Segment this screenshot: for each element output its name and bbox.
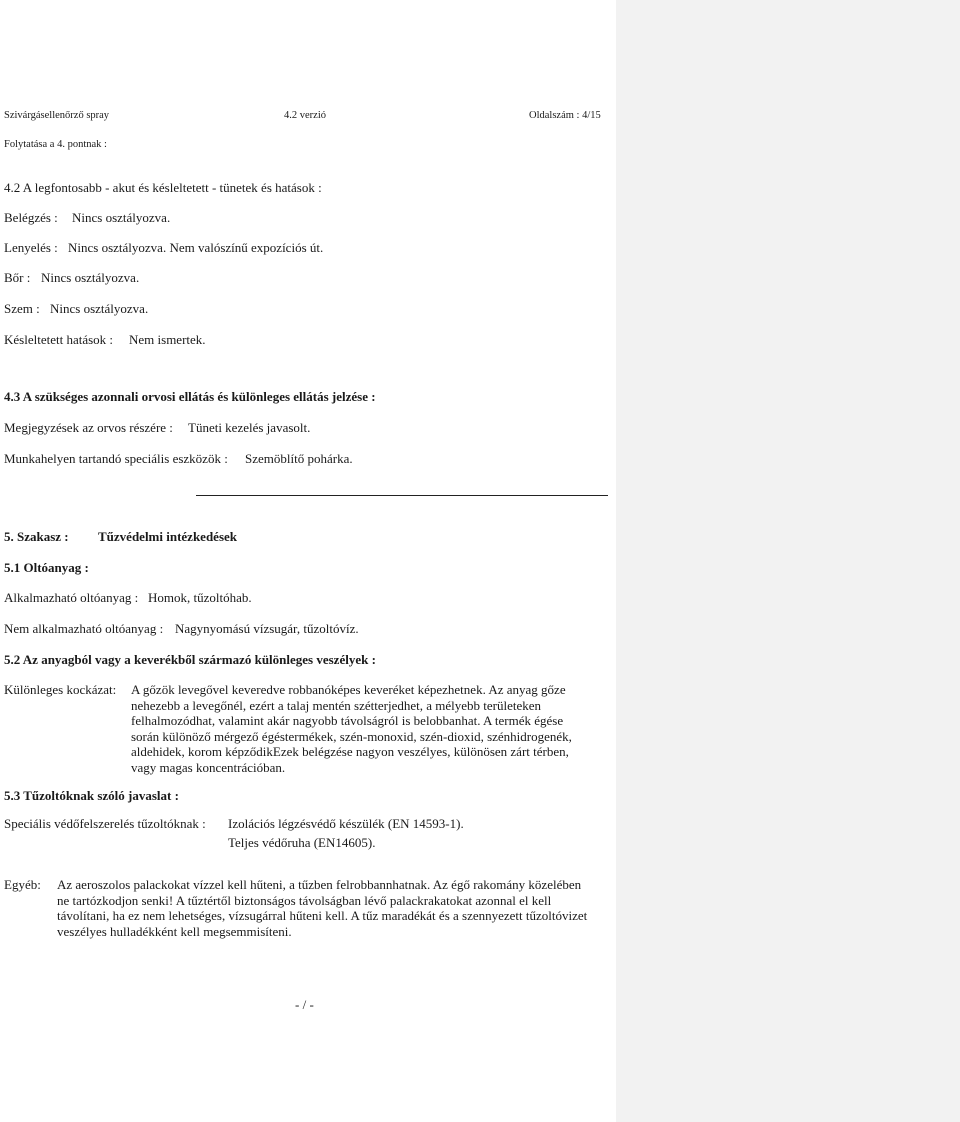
special-hazard-text [131, 682, 572, 775]
doctor-notes-label: Megjegyzések az orvos részére : [4, 420, 173, 435]
unsuitable-media-value: Nagynyomású vízsugár, tűzoltóvíz. [175, 621, 359, 636]
section-5-3-title: 5.3 Tűzoltóknak szóló javaslat : [4, 788, 179, 803]
skin-label: Bőr : [4, 270, 31, 285]
delayed-effects-label: Késleltetett hatások : [4, 332, 114, 347]
ingestion-value: Nincs osztályozva. Nem valószínű expozíciós út. [68, 240, 324, 255]
suitable-media-value: Homok, tűzoltóhab. [148, 590, 252, 605]
section-5-2-title: 5.2 Az anyagból vagy a keverékből származó különleges veszélyek : [4, 652, 376, 667]
header-product-name: Szivárgásellenőrző spray [4, 110, 110, 121]
firefighter-ppe-value: Izolációs légzésvédő készülék (EN 14593-1). [228, 816, 464, 831]
delayed-effects-value: Nem ismertek. [129, 332, 206, 347]
special-equipment-value: Szemöblítő pohárka. [245, 451, 353, 466]
hazard-line: aldehidek, korom képződikEzek belégzése nagyon veszélyes, különösen zárt térben, [131, 744, 569, 759]
section-4-2-title: 4.2 A legfontosabb - akut és késleltetett - tünetek és hatások : [4, 180, 322, 195]
unsuitable-media-label: Nem alkalmazható oltóanyag : [4, 621, 164, 636]
section-5-1-title: 5.1 Oltóanyag : [4, 560, 89, 575]
section-5-number: 5. Szakasz : [4, 529, 69, 544]
ingestion-label: Lenyelés : [4, 240, 58, 255]
doctor-notes-value: Tüneti kezelés javasolt. [188, 420, 311, 435]
other-line: Az aeroszolos palackokat vízzel kell hűteni, a tűzben felrobbannhatnak. Az égő rakomány közelében [57, 877, 582, 892]
firefighter-ppe-label: Speciális védőfelszerelés tűzoltóknak : [4, 816, 206, 831]
other-line: ne tartózkodjon senki! A tűztértől biztonságos távolságban lévő palackrakatokat azonnal el kell [57, 892, 552, 908]
firefighter-ppe-value: Teljes védőruha (EN14605). [228, 835, 376, 850]
eye-label: Szem : [4, 301, 40, 316]
hazard-line: nehezebb a levegőnél, ezért a talaj mentén szétterjedhet, a mélyebb területeken [131, 697, 542, 713]
special-hazard-label: Különleges kockázat: [4, 682, 117, 697]
continuation-note: Folytatása a 4. pontnak : [4, 139, 107, 150]
other-text [57, 877, 587, 939]
other-line: veszélyes hulladékként kell megsemmisíteni. [57, 923, 292, 939]
header-page-number: Oldalszám : 4/15 [529, 110, 601, 121]
inhalation-value: Nincs osztályozva. [72, 210, 171, 225]
section-5-title: Tűzvédelmi intézkedések [98, 529, 238, 544]
skin-value: Nincs osztályozva. [41, 270, 140, 285]
hazard-line: felhalmozódhat, valamint akár nagyobb távolságról is belobbanhat. A termék égése [131, 713, 564, 728]
hazard-line: A gőzök levegővel keveredve robbanóképes keveréket képezhetnek. Az anyag gőze [131, 682, 566, 697]
section-4-3-title: 4.3 A szükséges azonnali orvosi ellátás és különleges ellátás jelzése : [4, 389, 376, 404]
hazard-line: során különöző mérgező égéstermékek, szén-monoxid, szén-dioxid, szénhidrogenék, [131, 728, 572, 744]
eye-value: Nincs osztályozva. [50, 301, 149, 316]
inhalation-label: Belégzés : [4, 210, 58, 225]
section-divider [196, 495, 608, 496]
hazard-line: vagy magas koncentrációban. [131, 759, 286, 775]
page-margin-panel [616, 0, 960, 1122]
other-label: Egyéb: [4, 877, 41, 892]
header-version: 4.2 verzió [284, 110, 326, 121]
other-line: távolítani, ha ez nem lehetséges, vízsugárral hűteni kell. A tűz maradékát és a szennyezett tűzoltóvizet [57, 908, 588, 923]
special-equipment-label: Munkahelyen tartandó speciális eszközök : [4, 451, 228, 466]
page-marker: - / - [295, 997, 314, 1012]
suitable-media-label: Alkalmazható oltóanyag : [4, 590, 139, 605]
